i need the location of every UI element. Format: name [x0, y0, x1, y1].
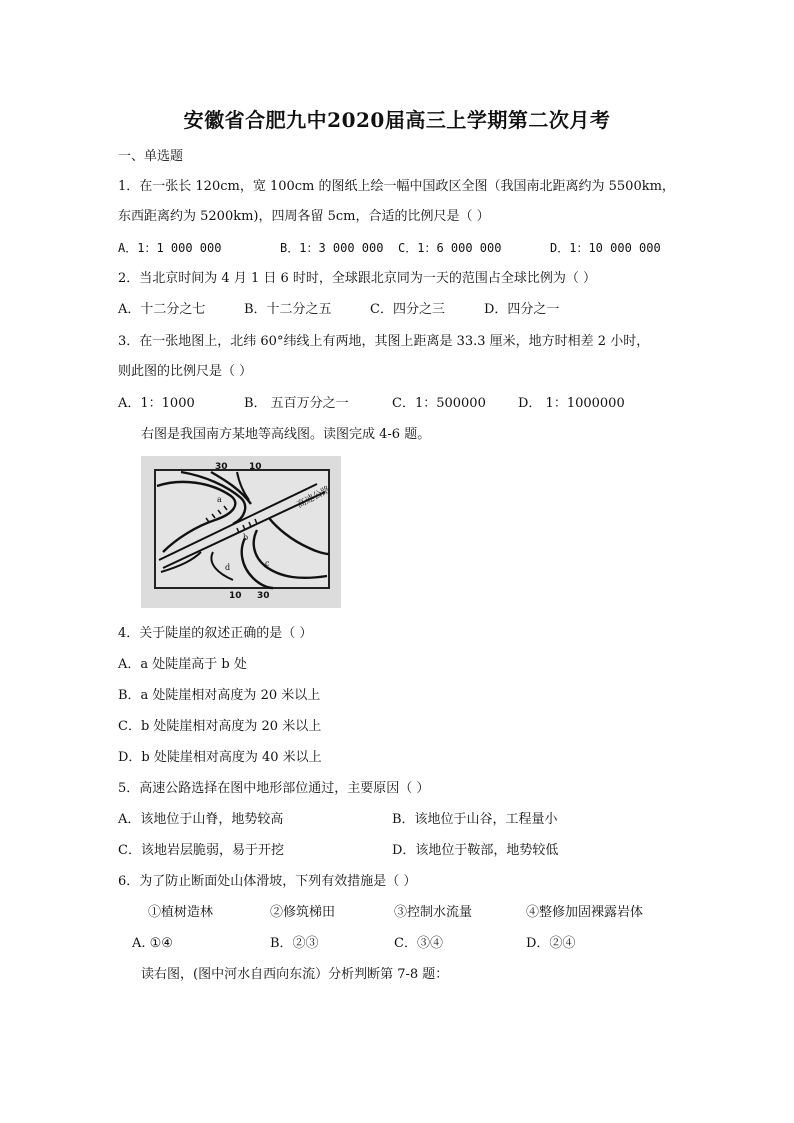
q1-stem-line1: 1．在一张长 120cm，宽 100cm 的图纸上绘一幅中国政区全图（我国南北距离约为 5500km， [118, 179, 675, 194]
intro-7-8: 读右图，(图中河水自西向东流）分析判断第 7-8 题： [141, 967, 449, 982]
q2-option-b: B．十二分之五 [244, 302, 332, 317]
label-point-b: b [243, 533, 249, 542]
q5-option-a: A．该地位于山脊，地势较高 [118, 812, 284, 827]
q5-option-c: C．该地岩层脆弱，易于开挖 [118, 843, 284, 858]
q3-option-b: B． 五百万分之一 [244, 396, 349, 411]
q6-option-c: C．③④ [394, 936, 443, 951]
q6-item-3: ③控制水流量 [394, 905, 473, 920]
q2-option-a: A．十二分之七 [118, 302, 206, 317]
q1-option-d: D．1：10 000 000 [550, 241, 661, 255]
q1-option-b: B．1：3 000 000 [280, 241, 384, 255]
q3-stem-line1: 3．在一张地图上，北纬 60°纬线上有两地，其图上距离是 33.3 厘米，地方时相差 2 小时， [118, 334, 650, 349]
q6-item-2: ②修筑梯田 [270, 905, 336, 920]
q6-option-a: A. ①④ [132, 936, 173, 951]
q3-stem-line2: 则此图的比例尺是（ ） [118, 364, 253, 379]
contour-map [141, 456, 341, 608]
label-point-c: c [265, 559, 270, 568]
q6-stem: 6．为了防止断面处山体滑坡，下列有效措施是（ ） [118, 874, 417, 889]
q4-option-a: A．a 处陡崖高于 b 处 [118, 657, 247, 672]
intro-4-6: 右图是我国南方某地等高线图。读图完成 4-6 题。 [141, 427, 431, 442]
q3-option-d: D． 1：1000000 [518, 396, 625, 411]
label-point-a: a [217, 495, 222, 504]
q6-option-b: B．②③ [270, 936, 319, 951]
label-point-d: d [225, 563, 231, 572]
q4-stem: 4．关于陡崖的叙述正确的是（ ） [118, 626, 313, 641]
q2-option-d: D．四分之一 [484, 302, 560, 317]
page-title: 安徽省合肥九中2020届高三上学期第二次月考 [183, 108, 611, 132]
q5-stem: 5．高速公路选择在图中地形部位通过，主要原因（ ） [118, 781, 430, 796]
label-bottom-30: 30 [257, 591, 270, 601]
q1-option-a: A．1：1 000 000 [118, 241, 222, 255]
q3-option-c: C．1：500000 [392, 396, 486, 411]
q6-option-d: D．②④ [526, 936, 576, 951]
q2-stem: 2．当北京时间为 4 月 1 日 6 时时，全球跟北京同为一天的范围占全球比例为（ ） [118, 271, 597, 286]
label-highway: 高速公路 [295, 484, 333, 511]
q4-option-d: D．b 处陡崖相对高度为 40 米以上 [118, 750, 322, 765]
q4-option-b: B．a 处陡崖相对高度为 20 米以上 [118, 688, 321, 703]
section-heading: 一、单选题 [118, 149, 184, 164]
label-top-10: 10 [249, 462, 262, 472]
q1-option-c: C．1：6 000 000 [398, 241, 502, 255]
q5-option-b: B．该地位于山谷，工程量小 [392, 812, 558, 827]
label-bottom-10: 10 [229, 591, 242, 601]
contour-map-figure [141, 456, 341, 608]
q6-item-4: ④整修加固裸露岩体 [526, 905, 644, 920]
q4-option-c: C．b 处陡崖相对高度为 20 米以上 [118, 719, 322, 734]
q2-option-c: C．四分之三 [370, 302, 445, 317]
q5-option-d: D．该地位于鞍部，地势较低 [392, 843, 559, 858]
q6-item-1: ①植树造林 [148, 905, 214, 920]
label-top-30: 30 [215, 462, 228, 472]
q3-option-a: A．1：1000 [118, 396, 195, 411]
q1-stem-line2: 东西距离约为 5200km)，四周各留 5cm，合适的比例尺是（ ） [118, 209, 490, 224]
